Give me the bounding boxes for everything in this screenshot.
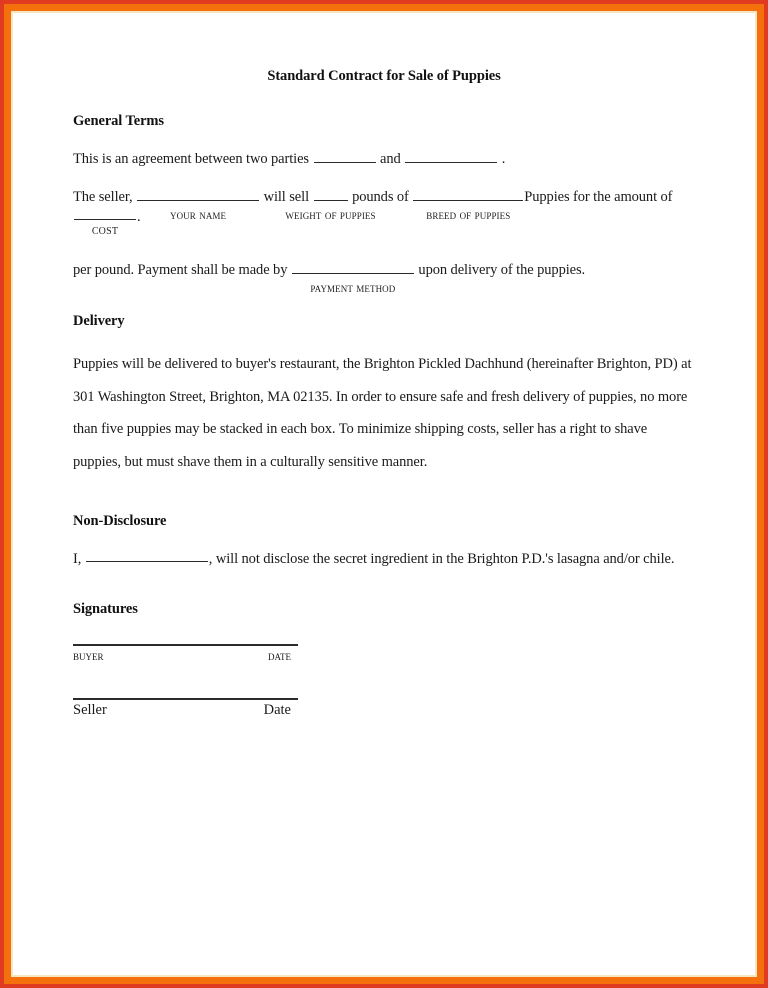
buyer-signature-labels: [73, 648, 291, 664]
buyer-label: buyer: [73, 648, 104, 664]
agreement-text-and: and: [380, 150, 401, 167]
seller-text-lead: The seller,: [73, 188, 133, 205]
general-terms-line-1: [73, 148, 695, 168]
cost-blank[interactable]: [74, 206, 136, 221]
seller-signature-labels: [73, 702, 291, 719]
payment-method-blank[interactable]: [292, 259, 414, 274]
payment-method-caption: payment method: [310, 280, 396, 296]
breed-blank[interactable]: [413, 186, 523, 201]
weight-blank[interactable]: [314, 186, 348, 201]
party-one-blank[interactable]: [314, 148, 376, 163]
seller-text-pounds-of: pounds of: [352, 188, 409, 205]
seller-text-will-sell: will sell: [263, 188, 309, 205]
payment-text-lead: per pound. Payment shall be made by: [73, 262, 288, 279]
general-terms-line-2: [73, 186, 695, 238]
document-page: [13, 13, 755, 975]
buyer-signature-group: [73, 644, 695, 664]
payment-text-tail: upon delivery of the puppies.: [418, 262, 586, 279]
weight-caption: weight of puppies: [285, 206, 376, 222]
delivery-body: Puppies will be delivered to buyer's restaurant, the Brighton Pickled Dachhund (hereinafter Brighton, PD) at 301 Washington Street, Brighton, MA 02135. In order to ensure safe and fresh delivery of puppies, no more than five puppies may be stacked in each box. To minimize shipping costs, seller has a right to shave puppies, but must shave them in a culturally sensitive manner.: [73, 356, 692, 470]
seller-date-label: Date: [263, 702, 291, 719]
section-heading-signatures: Signatures: [73, 601, 138, 618]
non-disclosure-text-lead: I,: [73, 550, 82, 567]
non-disclosure-name-blank[interactable]: [86, 548, 208, 563]
payment-method-field[interactable]: [291, 259, 415, 296]
buyer-signature-line[interactable]: [73, 644, 298, 646]
scan-border-orange: [4, 4, 764, 984]
section-heading-general-terms: General Terms: [73, 113, 164, 129]
seller-text-amount: Puppies for the amount of: [524, 188, 673, 205]
breed-field[interactable]: [412, 186, 524, 222]
cost-caption: COST: [91, 226, 119, 238]
agreement-text-period: .: [501, 150, 506, 167]
seller-text-period: .: [137, 208, 141, 225]
section-heading-non-disclosure: Non-Disclosure: [73, 512, 167, 529]
your-name-caption: your name: [169, 206, 227, 222]
scan-border-cream: [11, 11, 757, 977]
seller-signature-line[interactable]: [73, 698, 298, 700]
non-disclosure-body: [73, 548, 695, 568]
your-name-blank[interactable]: [137, 186, 259, 201]
non-disclosure-text-tail: , will not disclose the secret ingredient in the Brighton P.D.'s lasagna and/or chile.: [208, 550, 675, 567]
your-name-field[interactable]: [136, 186, 260, 222]
breed-caption: breed of puppies: [426, 206, 511, 222]
signature-block: [73, 644, 695, 719]
buyer-date-label: date: [268, 648, 291, 664]
page-title: Standard Contract for Sale of Puppies: [267, 68, 501, 84]
general-terms-line-3: [73, 259, 695, 296]
section-heading-delivery: Delivery: [73, 313, 125, 330]
agreement-text-lead: This is an agreement between two parties: [73, 150, 309, 167]
seller-label: Seller: [73, 702, 107, 719]
seller-signature-group: [73, 698, 695, 719]
party-two-blank[interactable]: [405, 148, 497, 163]
cost-field[interactable]: [73, 206, 137, 238]
